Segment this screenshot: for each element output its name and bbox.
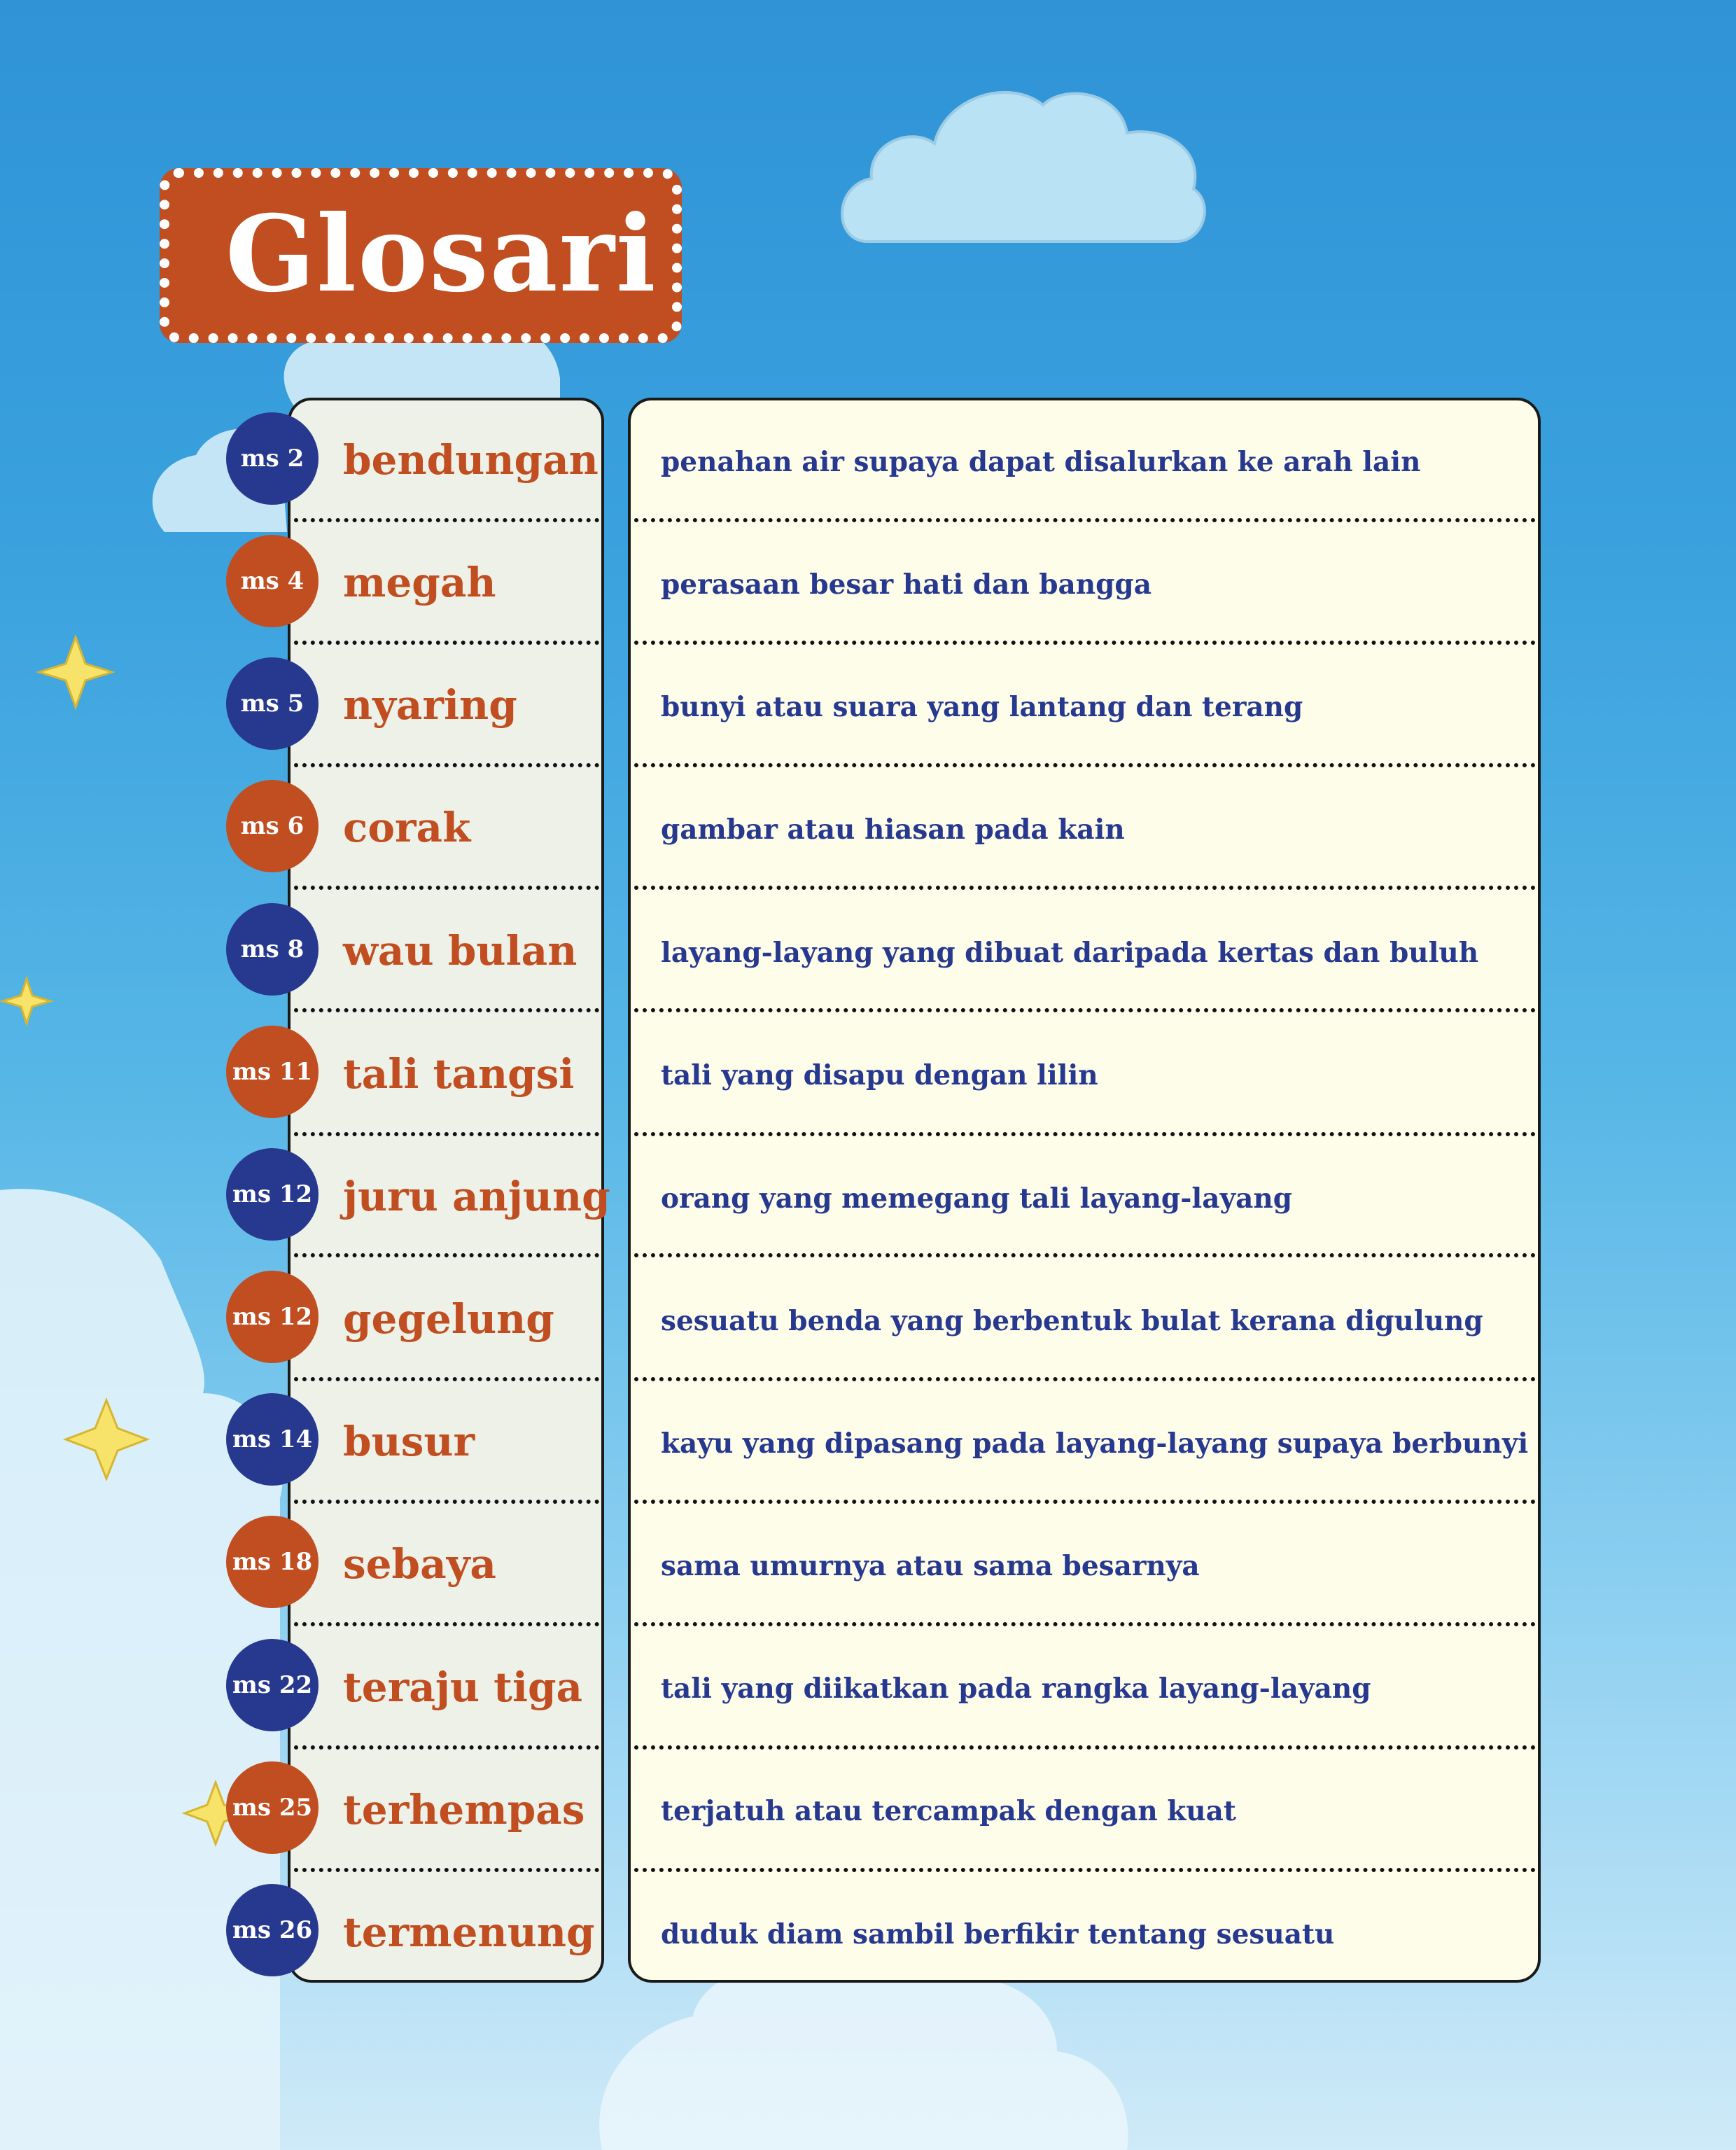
glossary-term: nyaring bbox=[343, 681, 517, 729]
page-ref-label: ms 26 bbox=[232, 1916, 313, 1944]
page-ref-badge bbox=[226, 780, 318, 872]
glossary-definition: tali yang disapu dengan lilin bbox=[661, 1059, 1098, 1091]
page-ref-label: ms 2 bbox=[240, 445, 304, 473]
glossary-term: termenung bbox=[343, 1908, 595, 1956]
page-ref-label: ms 5 bbox=[240, 690, 304, 718]
glossary-term: sebaya bbox=[343, 1540, 496, 1588]
page-ref-label: ms 12 bbox=[232, 1180, 313, 1208]
row-divider bbox=[294, 1132, 599, 1136]
glossary-term: megah bbox=[343, 559, 496, 606]
row-divider bbox=[634, 1132, 1536, 1136]
row-divider bbox=[294, 518, 599, 522]
page-ref-badge bbox=[226, 1271, 318, 1363]
page-ref-badge bbox=[226, 535, 318, 627]
glossary-term: terhempas bbox=[343, 1786, 585, 1834]
page-ref-badge bbox=[226, 1761, 318, 1854]
row-divider bbox=[294, 1500, 599, 1504]
glossary-definition: duduk diam sambil berfikir tentang sesuatu bbox=[661, 1918, 1335, 1950]
page-ref-badge bbox=[226, 1639, 318, 1731]
page-ref-label: ms 4 bbox=[240, 567, 304, 595]
row-divider bbox=[294, 1377, 599, 1381]
page-ref-badge bbox=[226, 1884, 318, 1976]
row-divider bbox=[294, 1622, 599, 1626]
glossary-definition: penahan air supaya dapat disalurkan ke arah lain bbox=[661, 446, 1421, 478]
glossary-definition: bunyi atau suara yang lantang dan terang bbox=[661, 691, 1303, 723]
row-divider bbox=[634, 1377, 1536, 1381]
glossary-term: wau bulan bbox=[343, 927, 578, 975]
glossary-term: teraju tiga bbox=[343, 1663, 583, 1711]
page-ref-badge bbox=[226, 1026, 318, 1118]
row-divider bbox=[294, 641, 599, 645]
glossary-definition: kayu yang dipasang pada layang-layang supaya berbunyi bbox=[661, 1427, 1529, 1460]
sparkle-icon bbox=[39, 637, 112, 707]
page-ref-badge bbox=[226, 1148, 318, 1241]
row-divider bbox=[634, 1868, 1536, 1872]
glossary-definition: orang yang memegang tali layang-layang bbox=[661, 1182, 1293, 1215]
glossary-term: corak bbox=[343, 804, 471, 851]
row-divider bbox=[294, 763, 599, 767]
page-ref-label: ms 22 bbox=[232, 1671, 313, 1699]
page-ref-badge bbox=[226, 903, 318, 996]
row-divider bbox=[634, 1253, 1536, 1257]
page-ref-label: ms 8 bbox=[240, 935, 304, 963]
cloud-icon bbox=[842, 92, 1205, 242]
page-ref-badge bbox=[226, 657, 318, 750]
sparkle-icon bbox=[3, 979, 50, 1024]
glossary-definition: tali yang diikatkan pada rangka layang-layang bbox=[661, 1673, 1371, 1705]
page-ref-badge bbox=[226, 412, 318, 505]
page-ref-label: ms 11 bbox=[232, 1058, 313, 1086]
row-divider bbox=[294, 1008, 599, 1012]
page-ref-label: ms 12 bbox=[232, 1303, 313, 1331]
glossary-term: tali tangsi bbox=[343, 1050, 575, 1098]
page-ref-label: ms 14 bbox=[232, 1425, 313, 1453]
page-ref-badge bbox=[226, 1393, 318, 1486]
row-divider bbox=[634, 1745, 1536, 1750]
page-ref-label: ms 18 bbox=[232, 1548, 313, 1576]
row-divider bbox=[294, 1253, 599, 1257]
row-divider bbox=[634, 1622, 1536, 1626]
glossary-term: bendungan bbox=[343, 436, 598, 484]
row-divider bbox=[634, 763, 1536, 767]
row-divider bbox=[634, 1500, 1536, 1504]
row-divider bbox=[294, 1868, 599, 1872]
row-divider bbox=[634, 641, 1536, 645]
glossary-definition: gambar atau hiasan pada kain bbox=[661, 814, 1125, 846]
row-divider bbox=[294, 886, 599, 890]
glossary-term: gegelung bbox=[343, 1295, 554, 1343]
glossary-definition: sesuatu benda yang berbentuk bulat kerana digulung bbox=[661, 1305, 1483, 1337]
glossary-definition: perasaan besar hati dan bangga bbox=[661, 568, 1152, 601]
glossary-definition: layang-layang yang dibuat daripada kertas dan buluh bbox=[661, 937, 1479, 969]
title-badge bbox=[160, 168, 682, 343]
row-divider bbox=[294, 1745, 599, 1750]
page-title: Glosari bbox=[225, 193, 657, 316]
page-ref-label: ms 25 bbox=[232, 1794, 313, 1822]
glossary-term: juru anjung bbox=[343, 1173, 610, 1220]
row-divider bbox=[634, 1008, 1536, 1012]
page-ref-label: ms 6 bbox=[240, 812, 304, 840]
glossary-definition: terjatuh atau tercampak dengan kuat bbox=[661, 1795, 1236, 1827]
glossary-term: busur bbox=[343, 1418, 475, 1465]
glossary-definition: sama umurnya atau sama besarnya bbox=[661, 1550, 1200, 1582]
page-ref-badge bbox=[226, 1516, 318, 1608]
row-divider bbox=[634, 518, 1536, 522]
row-divider bbox=[634, 886, 1536, 890]
